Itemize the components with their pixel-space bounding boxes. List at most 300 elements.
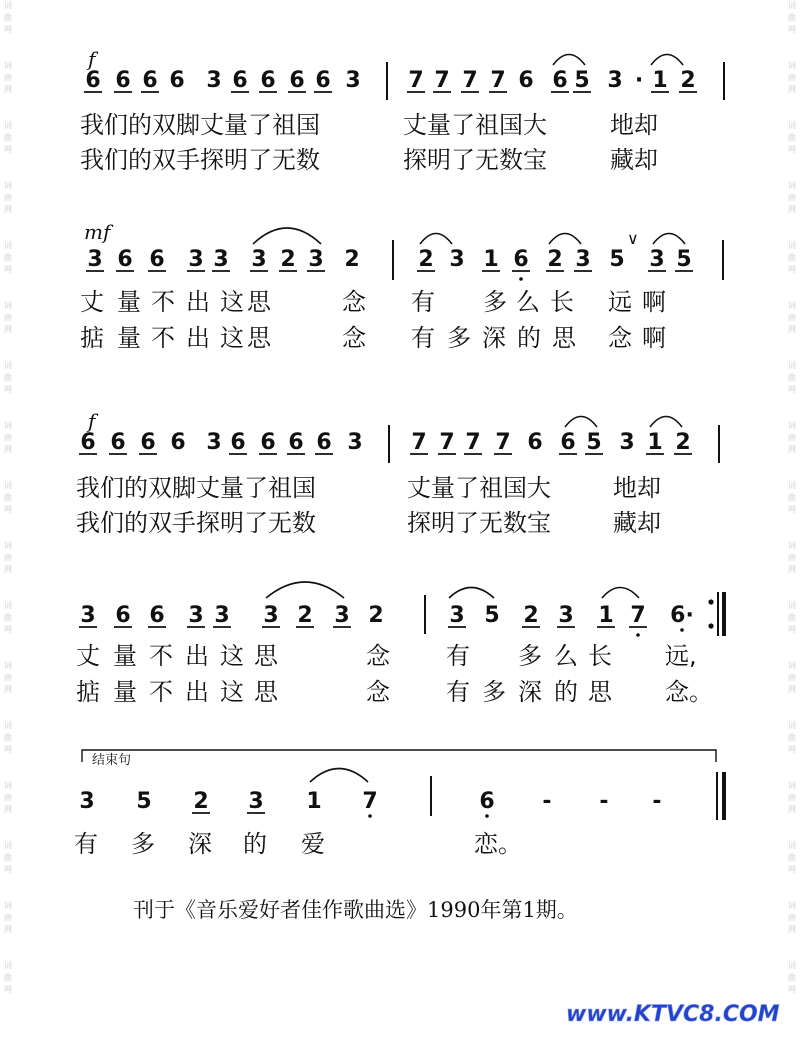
sidebar-mark-char: 网 xyxy=(788,565,796,574)
sidebar-mark-char: 网 xyxy=(4,25,12,34)
sidebar-mark-char: 曲 xyxy=(4,793,12,802)
sidebar-mark-char: 曲 xyxy=(4,373,12,382)
lyric-char: 思 xyxy=(254,678,278,706)
measure-2 xyxy=(479,789,661,818)
measure-2 xyxy=(407,68,697,93)
sidebar-mark-char: 词 xyxy=(4,181,12,190)
repeat-dot xyxy=(708,599,713,604)
note: 6 xyxy=(80,430,96,455)
lyric-char: 长 xyxy=(550,288,574,316)
sidebar-mark-char: 网 xyxy=(788,385,796,394)
sidebar-mark-char: 曲 xyxy=(788,253,796,262)
note: 6 xyxy=(560,430,576,455)
note: 7 xyxy=(439,430,455,455)
slur xyxy=(449,588,494,599)
note: 7 xyxy=(465,430,481,455)
sidebar-mark-char: 词 xyxy=(4,901,12,910)
sidebar-mark-char: 词 xyxy=(788,361,796,370)
sidebar-mark-char: 网 xyxy=(4,805,12,814)
lyric-char: 不 xyxy=(149,678,173,706)
lyric-char: 多 xyxy=(518,642,542,670)
sidebar-mark-char: 词 xyxy=(788,961,796,970)
note: 6 xyxy=(230,430,246,455)
lyric-char: 出 xyxy=(185,678,209,706)
lyric-char: 的 xyxy=(517,324,541,352)
lyric-line-2b: 探明了无数宝 xyxy=(403,146,547,174)
note: 3 xyxy=(206,68,222,93)
note: 3 xyxy=(575,247,591,272)
lyric-char: 思 xyxy=(247,288,271,316)
sidebar-mark-char: 网 xyxy=(788,325,796,334)
sidebar-mark-char: 网 xyxy=(4,205,12,214)
lyric-line-1: 我们的双脚丈量了祖国 xyxy=(80,111,320,139)
note: 3 xyxy=(87,247,103,272)
sidebar-mark-char: 网 xyxy=(788,85,796,94)
sidebar-mark-char: 词 xyxy=(788,721,796,730)
sidebar-mark-char: 词 xyxy=(788,61,796,70)
note: 1 xyxy=(306,789,322,814)
sidebar-mark-char: 曲 xyxy=(4,133,12,142)
lyric-line-2 xyxy=(80,324,666,352)
lyric-char: 量 xyxy=(113,642,137,670)
lyric-char: 远 xyxy=(608,288,632,316)
sidebar-mark-char: 曲 xyxy=(4,673,12,682)
sidebar-mark-char: 网 xyxy=(788,805,796,814)
sidebar-mark-char: 词 xyxy=(788,661,796,670)
lyric-char: 多 xyxy=(482,678,506,706)
slur xyxy=(553,55,585,66)
lyric-char: 有 xyxy=(411,288,435,316)
sidebar-mark-char: 曲 xyxy=(4,853,12,862)
sidebar-mark-char: 词 xyxy=(788,841,796,850)
lyric-char: 量 xyxy=(117,324,141,352)
sidebar-mark-char: 网 xyxy=(4,865,12,874)
note: 6 xyxy=(315,68,331,93)
coda-label: 结束句 xyxy=(92,753,132,768)
measure-2 xyxy=(448,603,694,637)
sidebar-mark-char: 曲 xyxy=(788,193,796,202)
sidebar-mark-char: 曲 xyxy=(4,13,12,22)
sidebar-mark-char: 曲 xyxy=(788,733,796,742)
lyric-line-2b: 探明了无数宝 xyxy=(407,509,551,537)
note: 3 xyxy=(308,247,324,272)
note: 6 xyxy=(260,430,276,455)
note: 6 xyxy=(169,68,185,93)
lyric-char: 多 xyxy=(483,288,507,316)
lyric-char: 多 xyxy=(447,324,471,352)
coda-bracket xyxy=(82,750,716,762)
note: 3 xyxy=(263,603,279,628)
lyric-char: 出 xyxy=(185,642,209,670)
lyric-char: 念 xyxy=(342,324,366,352)
note: 6 xyxy=(142,68,158,93)
note: 6 xyxy=(232,68,248,93)
note: 5 xyxy=(586,430,602,455)
lyric-line-2c: 藏却 xyxy=(610,146,658,174)
sidebar-mark-char: 曲 xyxy=(4,553,12,562)
sidebar-mark-char: 词 xyxy=(788,781,796,790)
sidebar-mark-char: 曲 xyxy=(4,253,12,262)
sidebar-mark-char: 曲 xyxy=(4,613,12,622)
lyric-char: 长 xyxy=(588,642,612,670)
sidebar-mark-char: 词 xyxy=(788,1,796,10)
lyric-char: 这 xyxy=(220,288,244,316)
sidebar-mark-char: 曲 xyxy=(4,973,12,982)
octave-dot-low xyxy=(368,814,372,818)
lyric-char: 啊 xyxy=(642,324,666,352)
lyric-line-1c: 地却 xyxy=(610,111,658,139)
sidebar-mark-char: 网 xyxy=(4,265,12,274)
measure-1 xyxy=(79,603,384,628)
sidebar-mark-char: 词 xyxy=(4,421,12,430)
note: 6 xyxy=(288,430,304,455)
sidebar-mark-char: 词 xyxy=(788,241,796,250)
note: 3 xyxy=(188,603,204,628)
lyric-char: 深 xyxy=(518,678,542,706)
slur xyxy=(565,417,597,428)
slur xyxy=(602,588,639,599)
note: 6 xyxy=(85,68,101,93)
sidebar-mark-char: 词 xyxy=(4,361,12,370)
note: 6 xyxy=(115,68,131,93)
sidebar-mark-char: 网 xyxy=(788,985,796,994)
note: 6 xyxy=(140,430,156,455)
lyric-char: 出 xyxy=(186,324,210,352)
note: 6 xyxy=(527,430,543,455)
section-2 xyxy=(80,220,723,352)
note: 1 xyxy=(647,430,663,455)
sidebar-mark-char: 词 xyxy=(788,121,796,130)
note: 6 xyxy=(518,68,534,93)
sidebar-mark-char: 词 xyxy=(4,781,12,790)
sidebar-mark-char: 网 xyxy=(4,385,12,394)
lyric-line-2: 我们的双手探明了无数 xyxy=(80,146,320,174)
sidebar-mark-char: 网 xyxy=(788,625,796,634)
sidebar-mark-char: 词 xyxy=(788,541,796,550)
sidebar-mark-char: 曲 xyxy=(4,433,12,442)
lyric-char: 有 xyxy=(446,678,470,706)
sidebar-mark-char: 网 xyxy=(4,985,12,994)
note: 6 xyxy=(115,603,131,628)
lyric-line-1 xyxy=(80,288,666,316)
measure-1 xyxy=(79,789,377,818)
slur xyxy=(653,234,685,245)
dot-extension: · xyxy=(634,68,644,93)
site-watermark xyxy=(566,1002,780,1027)
note: 1 xyxy=(652,68,668,93)
slur xyxy=(253,228,321,244)
note: 7 xyxy=(434,68,450,93)
sidebar-mark-char: 词 xyxy=(4,661,12,670)
section-1 xyxy=(80,47,724,174)
sidebar-mark-char: 词 xyxy=(788,481,796,490)
note: 3 xyxy=(80,603,96,628)
slur xyxy=(266,582,344,598)
note: 6 xyxy=(289,68,305,93)
sidebar-mark-char: 词 xyxy=(4,541,12,550)
section-3 xyxy=(76,409,719,537)
note: 3 xyxy=(206,430,222,455)
lyric-char: 思 xyxy=(254,642,278,670)
measure-2 xyxy=(417,247,693,281)
sidebar-mark-char: 网 xyxy=(4,505,12,514)
sidebar-mark-char: 曲 xyxy=(4,493,12,502)
lyric-line-2c: 藏却 xyxy=(613,509,661,537)
sidebar-mark-char: 网 xyxy=(788,685,796,694)
octave-dot-low xyxy=(519,277,523,281)
sidebar-mark-char: 网 xyxy=(788,25,796,34)
note: 7 xyxy=(490,68,506,93)
note: 3 xyxy=(251,247,267,272)
note: 7 xyxy=(411,430,427,455)
note: 3 xyxy=(607,68,623,93)
note: 6 xyxy=(149,603,165,628)
note: 2 xyxy=(193,789,209,814)
measure-2 xyxy=(410,430,692,455)
note: 5 xyxy=(484,603,500,628)
lyric-char: 念 xyxy=(366,642,390,670)
measure-1 xyxy=(84,68,361,93)
note: 3 xyxy=(248,789,264,814)
lyric-char: 念 xyxy=(366,678,390,706)
note: 2 xyxy=(547,247,563,272)
note: 7 xyxy=(495,430,511,455)
note: 3 xyxy=(347,430,363,455)
note: 2 xyxy=(418,247,434,272)
sidebar-mark-char: 曲 xyxy=(788,553,796,562)
lyric-char: 思 xyxy=(247,324,271,352)
sidebar-mark-char: 曲 xyxy=(4,733,12,742)
sidebar-mark-char: 网 xyxy=(788,445,796,454)
note: 3 xyxy=(188,247,204,272)
sidebar-mark-char: 曲 xyxy=(788,913,796,922)
octave-dot-low xyxy=(636,633,640,637)
sidebar-mark-char: 词 xyxy=(788,601,796,610)
sidebar-mark-char: 网 xyxy=(788,865,796,874)
note: 2 xyxy=(523,603,539,628)
lyric-char: 念 xyxy=(608,324,632,352)
slur xyxy=(420,234,452,245)
note: 3 xyxy=(79,789,95,814)
note: 6 xyxy=(513,247,529,272)
note: 5 xyxy=(574,68,590,93)
lyric-char: 深 xyxy=(188,830,212,858)
sidebar-mark-char: 网 xyxy=(788,145,796,154)
lyric-char: 不 xyxy=(151,324,175,352)
sidebar-mark-char: 网 xyxy=(4,925,12,934)
lyric-char: 量 xyxy=(117,288,141,316)
sidebar-mark-char: 词 xyxy=(4,121,12,130)
sidebar-mark-char: 词 xyxy=(788,301,796,310)
note: 3 xyxy=(345,68,361,93)
sidebar-mark-char: 词 xyxy=(4,301,12,310)
note: 3 xyxy=(619,430,635,455)
sidebar-mark-char: 网 xyxy=(4,85,12,94)
sidebar-mark-char: 曲 xyxy=(788,73,796,82)
lyric-char: 么 xyxy=(554,642,578,670)
watermark-text: www.KTVC8.COM xyxy=(566,1002,780,1027)
sidebar-mark-char: 词 xyxy=(4,961,12,970)
sidebar-mark-char: 网 xyxy=(4,325,12,334)
note: 1 xyxy=(483,247,499,272)
sidebar-mark-char: 网 xyxy=(4,145,12,154)
octave-dot-low xyxy=(485,814,489,818)
lyric-char: 有 xyxy=(74,830,98,858)
note: 3 xyxy=(449,247,465,272)
lyric-char: 多 xyxy=(131,830,155,858)
note: 7 xyxy=(408,68,424,93)
lyric-char: 思 xyxy=(588,678,612,706)
sidebar-mark-char: 曲 xyxy=(788,433,796,442)
sidebar-mark-char: 词 xyxy=(4,721,12,730)
sidebar-mark-char: 曲 xyxy=(788,673,796,682)
sidebar-mark-char: 曲 xyxy=(788,13,796,22)
sidebar-mark-char: 网 xyxy=(788,265,796,274)
octave-dot-low xyxy=(680,628,684,632)
note: 6· xyxy=(670,603,694,628)
source-caption: 刊于《音乐爱好者佳作歌曲选》1990年第1期。 xyxy=(133,898,578,922)
note: 3 xyxy=(334,603,350,628)
sidebar-mark-char: 曲 xyxy=(4,313,12,322)
dash-extension: - xyxy=(542,789,552,814)
sidebar-mark-char: 曲 xyxy=(788,133,796,142)
note: 7 xyxy=(462,68,478,93)
sidebar-mark-char: 网 xyxy=(4,565,12,574)
sidebar-mark-char: 曲 xyxy=(788,313,796,322)
lyric-line-2 xyxy=(76,678,713,706)
lyric-char: 不 xyxy=(151,288,175,316)
lyric-char: 掂 xyxy=(80,324,104,352)
note: 3 xyxy=(213,247,229,272)
sidebar-mark-char: 曲 xyxy=(4,73,12,82)
note: 3 xyxy=(558,603,574,628)
note: 6 xyxy=(110,430,126,455)
dynamic-mark: mf xyxy=(84,220,111,244)
breath-mark: ∨ xyxy=(627,229,639,248)
lyric-char: 不 xyxy=(149,642,173,670)
lyric-char: 远, xyxy=(665,642,697,670)
lyric-char: 有 xyxy=(411,324,435,352)
note: 5 xyxy=(609,247,625,272)
note: 3 xyxy=(449,603,465,628)
lyric-char: 深 xyxy=(482,324,506,352)
note: 6 xyxy=(479,789,495,814)
lyric-char: 恋。 xyxy=(474,830,522,858)
lyric-line-1: 我们的双脚丈量了祖国 xyxy=(76,474,316,502)
sidebar-mark-char: 网 xyxy=(788,205,796,214)
note: 5 xyxy=(136,789,152,814)
sidebar-mark-char: 词 xyxy=(788,421,796,430)
measure-1 xyxy=(79,430,363,455)
sidebar-mark-char: 网 xyxy=(4,745,12,754)
section-4 xyxy=(76,582,724,706)
lyric-char: 这 xyxy=(220,324,244,352)
note: 6 xyxy=(170,430,186,455)
sidebar-mark-char: 曲 xyxy=(788,493,796,502)
lyric-char: 么 xyxy=(516,288,540,316)
lyric-char: 思 xyxy=(552,324,576,352)
lyric-char: 爱 xyxy=(301,830,325,858)
sidebar-mark-char: 词 xyxy=(4,241,12,250)
lyric-char: 丈 xyxy=(76,642,100,670)
note: 6 xyxy=(117,247,133,272)
note: 7 xyxy=(362,789,378,814)
note: 2 xyxy=(280,247,296,272)
note: 6 xyxy=(552,68,568,93)
dash-extension: - xyxy=(652,789,662,814)
sidebar-mark-char: 曲 xyxy=(788,973,796,982)
lyric-char: 这 xyxy=(220,642,244,670)
lyric-char: 丈 xyxy=(80,288,104,316)
lyric-line-2: 我们的双手探明了无数 xyxy=(76,509,316,537)
sidebar-mark-char: 曲 xyxy=(4,193,12,202)
lyric-char: 出 xyxy=(186,288,210,316)
lyric-char: 掂 xyxy=(76,678,100,706)
sidebar-mark-char: 网 xyxy=(788,745,796,754)
sidebar-mark-char: 网 xyxy=(4,685,12,694)
lyric-line-1 xyxy=(74,830,522,858)
sidebar-mark-char: 网 xyxy=(788,505,796,514)
lyric-char: 啊 xyxy=(642,288,666,316)
lyric-char: 念。 xyxy=(665,678,713,706)
sidebar-mark-char: 曲 xyxy=(788,793,796,802)
note: 5 xyxy=(676,247,692,272)
dynamic-mark: f xyxy=(88,409,96,433)
lyric-char: 的 xyxy=(243,830,267,858)
sidebar-mark-char: 词 xyxy=(4,481,12,490)
sidebar-mark-char: 词 xyxy=(4,841,12,850)
slur xyxy=(651,55,683,66)
dash-extension: - xyxy=(599,789,609,814)
lyric-line-1b: 丈量了祖国大 xyxy=(407,474,551,502)
repeat-dot xyxy=(708,623,713,628)
note: 2 xyxy=(680,68,696,93)
note: 3 xyxy=(649,247,665,272)
sidebar-mark-char: 网 xyxy=(788,925,796,934)
sidebar-mark-char: 曲 xyxy=(788,373,796,382)
sidebar-mark-char: 词 xyxy=(788,181,796,190)
slur xyxy=(650,417,682,428)
note: 2 xyxy=(675,430,691,455)
note: 6 xyxy=(149,247,165,272)
slur xyxy=(310,769,368,783)
sidebar-mark-char: 曲 xyxy=(788,613,796,622)
note: 6 xyxy=(316,430,332,455)
note: 6 xyxy=(260,68,276,93)
lyric-char: 这 xyxy=(220,678,244,706)
sidebar-mark-char: 词 xyxy=(4,601,12,610)
sidebar-mark-char: 词 xyxy=(788,901,796,910)
note: 2 xyxy=(368,603,384,628)
slur xyxy=(549,234,581,245)
measure-1 xyxy=(86,247,360,272)
lyric-char: 念 xyxy=(342,288,366,316)
note: 3 xyxy=(214,603,230,628)
note: 7 xyxy=(630,603,646,628)
sidebar-mark-char: 词 xyxy=(4,1,12,10)
note: 2 xyxy=(297,603,313,628)
lyric-line-1b: 丈量了祖国大 xyxy=(403,111,547,139)
lyric-char: 量 xyxy=(113,678,137,706)
dynamic-mark: f xyxy=(88,47,96,71)
lyric-char: 有 xyxy=(446,642,470,670)
sidebar-mark-char: 词 xyxy=(4,61,12,70)
section-5-coda xyxy=(74,750,724,858)
sidebar-mark-char: 曲 xyxy=(788,853,796,862)
lyric-line-1c: 地却 xyxy=(613,474,661,502)
sidebar-mark-char: 网 xyxy=(4,445,12,454)
sidebar-mark-char: 网 xyxy=(4,625,12,634)
